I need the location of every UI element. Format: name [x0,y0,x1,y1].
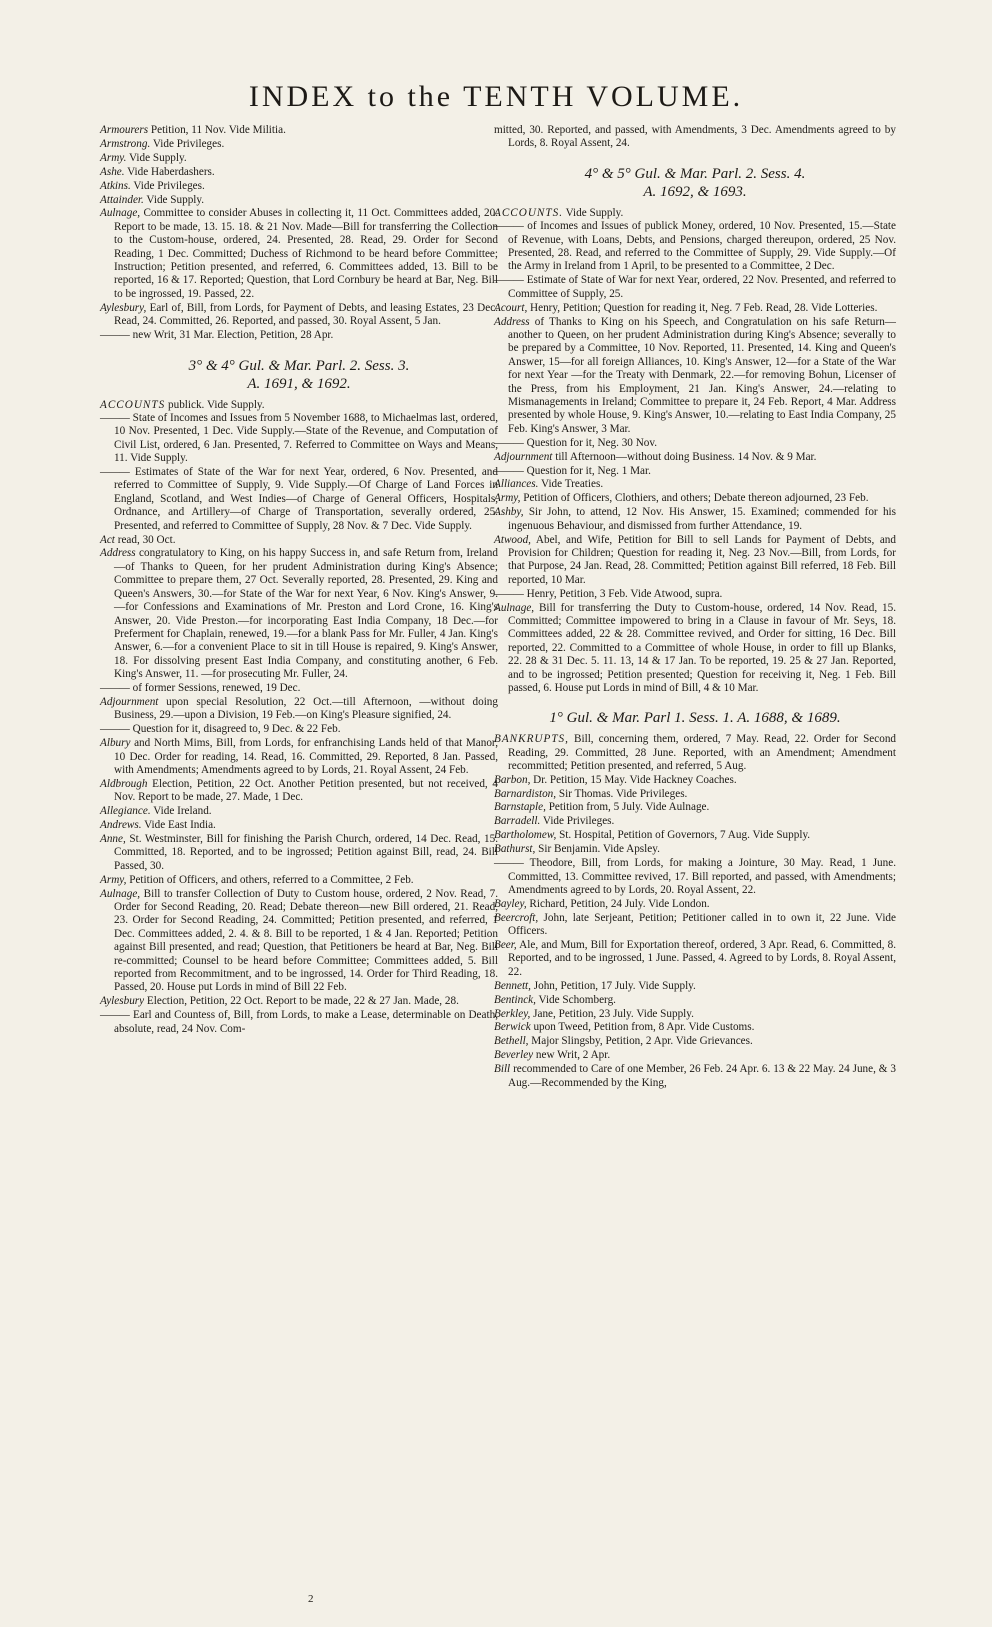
index-entry [494,1063,896,1090]
entry-text: Estimates of State of the War for next Year, ordered, 6 Nov. Presented, and referred to Committee of Supply, 9. Vide Supply.—Of Charge of Land Forces in England, Scotland, and West Indies—of Charge of General Officers, Hospitals, Ordnance, and Artillery—of Charge of Transportation, severally ordered, 25. Presented, and referred to Committee of Supply, 28 Nov. & 7 Dec. Vide Supply. [114,466,498,532]
entry-text: Vide Haberdashers. [124,165,215,178]
entry-text: Sir Thomas. Vide Privileges. [556,787,688,800]
section-1-cap-text: publick. Vide Supply. [168,398,265,411]
entry-head: Andrews. [100,819,142,832]
index-entry [100,329,498,342]
entry-head: Army, [494,492,521,505]
index-entry [494,465,896,478]
index-entry [494,788,896,801]
entry-text: Vide Privileges. [130,179,205,192]
index-entry [100,180,498,193]
entry-text: St. Westminster, Bill for finishing the Parish Church, ordered, 14 Dec. Read, 15. Committed, 18. Reported, and to be ingrossed; Petition against Bill, read, 24. Bill Passed, 30. [114,833,498,872]
page-number: 2 [308,1593,314,1605]
index-entry [100,194,498,207]
index-entry [494,602,896,696]
entry-text: Vide Supply. [143,193,205,206]
entry-head: Beercroft, [494,911,539,924]
index-entry [494,437,896,450]
entry-head: ——— [494,274,524,287]
index-entry [494,220,896,274]
index-entry [100,805,498,818]
index-entry [100,124,498,137]
index-entry [494,898,896,911]
index-entry [100,995,498,1008]
index-entry [494,815,896,828]
entry-head: Address [100,547,136,560]
section-2-cap-word: ACCOUNTS. [494,206,563,219]
entry-head: Aulnage, [494,601,535,614]
entries-d [494,774,896,1090]
entry-text: Bill to transfer Collection of Duty to Custom house, ordered, 2 Nov. Read, 7. Order for Second Reading, 20. Read; Debate thereon—new Bill ordered, 21. Read, 23. Order for Second Reading, 24. Committed; Petition presented, and referred, 1 Dec. Committees added, 2. 4. & 8. Bill to be reported, 1 & 4 Jan. Reported; Petition against Bill presented, and read; Question, that Petitioners be heard at Bar, Neg. Bill re-committed; Counsel to be heard before Committee; Committees added, 5. Bill reported from Recommitment, and to be ingrossed, 14. Order for Third Reading, 18. Passed, 20. House put Lords in mind of Bill 22 Feb. [114,887,498,994]
entry-head: Adjournment [494,450,553,463]
entry-head: Act [100,533,115,546]
entry-text: Earl and Countess of, Bill, from Lords, to make a Lease, determinable on Death, absolute, read, 24 Nov. Com- [114,1009,498,1035]
entry-text: Committee to consider Abuses in collecting it, 11 Oct. Committees added, 20. Report to be made, 13. 15. 18. & 21 Nov. Made—Bill for transferring the Collection to the Custom-house, ordered, 24. Presented, 28. Read, 29. Order for Second Reading, 1 Dec. Committed; Duchess of Richmond to be heard before Committee; Instruction; Petition presented, and referred, 6. Committees added, 13. Bill to be reported, 16 & 17. Reported; Question, that Lord Cornbury be heard at Bar, Neg. Bill to be ingrossed, 19. Passed, 22. [114,207,498,300]
entry-head: ——— [494,587,524,600]
page-title: INDEX to the TENTH VOLUME. [248,80,744,113]
right-column [494,124,896,1091]
entry-head: Bayley, [494,897,527,910]
section-3-head: 1° Gul. & Mar. Parl 1. Sess. 1. A. 1688, & 1689. [549,710,841,727]
entry-text: Vide Ireland. [150,805,212,818]
entry-head: Alliances. [494,478,539,491]
entry-text: Estimate of State of War for next Year, ordered, 22 Nov. Presented, and referred to Committee of Supply, 25. [508,274,896,300]
index-entry [100,737,498,777]
index-entry [494,843,896,856]
index-entry [494,912,896,939]
entry-text: John, Petition, 17 July. Vide Supply. [530,979,696,992]
entry-text: congratulatory to King, on his happy Success in, and safe Return from, Ireland—of Thanks to Queen, for her prudent Administration during King's Absence; Committee to prepare them, 27 Oct. Severally reported, 28. Presented, 29. King and Queen's Answers, 30.—for State of the War for next Year, 6 Nov. King's Answer, 9.—for Confessions and Examinations of Mr. Preston and Lord Crone, 16. King's Answer, 20. Vide Preston.—for incorporating East India Company, 18 Dec.—for Preferment for Chaplain, renewed, 19.—for a blank Pass for Mr. Fuller, 4 Jan. King's Answer, 6.—for a convenient Place to sit in till House is repaired, 9. King's Answer, 18. For dissolving present East India Company, and constituting another, 6 Feb. King's Answer, 11. —for prosecuting Mr. Fuller, 24. [114,547,498,681]
entry-head: Aylesbury [100,995,145,1008]
entry-text: Dr. Petition, 15 May. Vide Hackney Coaches. [530,773,737,786]
entry-text: Election, Petition, 22 Oct. Another Petition presented, but not received, 4 Nov. Report to be made, 27. Made, 1 Dec. [114,777,498,804]
entry-head: Aylesbury, [100,301,147,314]
index-entry [100,152,498,165]
entry-text: Vide Privileges. [150,137,225,150]
entry-head: Beverley [494,1049,534,1062]
section-2-cap-entry [494,207,896,220]
entry-head: ——— [494,464,524,477]
entry-head: ——— [494,857,524,870]
entry-head: Bathurst, [494,843,536,856]
section-3-cap-text: Bill, concerning them, ordered, 7 May. Read, 22. Order for Second Reading, 29. Committed, 28 June. Reported, with an Amendment; Amendment recommitted; Petition presented, and referred, 5 Aug. [508,733,897,773]
index-entry [494,316,896,437]
entry-head: Atkins. [100,179,131,192]
entry-text: Vide Schomberg. [535,993,616,1006]
entry-head: Address [494,315,530,328]
entry-head: Army. [100,151,127,164]
index-entry [494,1021,896,1034]
index-entry [494,478,896,491]
index-entry [494,857,896,897]
entry-head: Aulnage, [100,207,141,220]
entry-text: Question for it, disagreed to, 9 Dec. & 22 Feb. [129,723,341,736]
section-2-year: A. 1692, & 1693. [643,183,747,200]
entry-head: ——— [100,723,130,736]
entry-text: Sir Benjamin. Vide Apsley. [535,843,660,856]
entry-head: Bill [494,1063,511,1076]
index-entry [494,980,896,993]
index-entry [494,588,896,601]
entry-text: upon Tweed, Petition from, 8 Apr. Vide Customs. [530,1021,755,1034]
entry-head: Aldbrough [100,777,148,790]
entry-text: Ale, and Mum, Bill for Exportation thereof, ordered, 3 Apr. Read, 6. Committed, 8. Reported, and to be ingrossed, 1 June. Passed, 4. Agreed to by Lords, 8. Royal Assent, 22. [508,939,896,978]
entry-head: Barnardiston, [494,787,557,800]
entry-text: State of Incomes and Issues from 5 November 1688, to Michaelmas last, ordered, 10 Nov. Presented, 1 Dec. Vide Supply.—State of the Revenue, and Computation of Civil List, ordered, 6 Jan. Presented, 7. Referred to Committee on Ways and Means, 11. Vide Supply. [114,411,498,465]
entry-text: Major Slingsby, Petition, 2 Apr. Vide Grievances. [528,1035,753,1048]
entry-text: and North Mims, Bill, from Lords, for enfranchising Lands held of that Manor, 10 Dec. Order for reading, 14. Read, 16. Committed, 29. Reported, 8 Jan. Passed, with Amendments; Amendments agreed to by Lords, 21. Royal Assent, 24 Feb. [114,737,498,776]
entry-text: Petition from, 5 July. Vide Aulnage. [545,801,710,814]
entry-text: Theodore, Bill, from Lords, for making a Jointure, 30 May. Read, 1 June. Committed, 13. Committee revived, 17. Bill reported, and passed, with Amendments; Amendments agreed to by Lords, 20. Royal Assent, 22. [508,857,896,896]
index-entry [100,412,498,466]
entry-text: Petition, 11 Nov. Vide Militia. [148,124,286,136]
entry-head: Armourers [100,124,149,136]
entry-head: Barradell. [494,815,541,828]
entry-head: Ashe. [100,165,125,178]
section-3-cap-entry [494,733,896,773]
section-3-cap-word: BANKRUPTS, [494,733,569,746]
index-entry [100,874,498,887]
entry-text: till Afternoon—without doing Business. 14 Nov. & 9 Mar. [552,450,817,463]
entry-text: Jane, Petition, 23 July. Vide Supply. [530,1007,694,1020]
left-column [100,124,498,1037]
entry-text: read, 30 Oct. [114,533,176,546]
entry-text: of former Sessions, renewed, 19 Dec. [129,682,301,695]
entry-text: Vide Privileges. [540,815,615,828]
index-entry [494,506,896,533]
entry-text: Earl of, Bill, from Lords, for Payment of Debts, and leasing Estates, 23 Dec. Read, 24. Committed, 26. Reported, and passed, 30. Royal Assent, 5 Jan. [114,301,498,328]
entry-text: Petition of Officers, Clothiers, and others; Debate thereon adjourned, 23 Feb. [520,492,869,505]
entry-head: Atwood, [494,533,531,546]
section-1-year: A. 1691, & 1692. [247,375,351,392]
entry-text: John, late Serjeant, Petition; Petitioner called in to own it, 22 June. Vide Officers. [508,911,896,938]
entry-head: Armstrong. [100,137,151,150]
index-entry [100,1009,498,1036]
index-entry [494,829,896,842]
entry-head: Allegiance. [100,805,151,818]
entry-text: Question for it, Neg. 1 Mar. [523,464,651,477]
entry-text: of Incomes and Issues of publick Money, ordered, 10 Nov. Presented, 15.—State of Revenue, with Loans, Debts, and Pensions, charged thereupon, ordered, 25 Nov. Presented, 28. Read, and referred to the Committee of Supply, 29. Vide Supply.—Of the Army in Ireland from 1 April, to be presented to a Committee, 2 Dec. [508,220,896,273]
index-entry [100,888,498,995]
index-entry [494,492,896,505]
entry-text: of Thanks to King on his Speech, and Congratulation on his safe Return—another to Queen, on her prudent Administration during King's Absence; severally to be prepared by a Committee, 10 Nov. Reported, 11. Presented, 14. King and Queen's Answer, 15—for all foreign Alliances, 10. King's Answer, 12—for a State of the War for next Year —for the Treaty with Denmark, 22.—for removing Bohun, Licenser of the Press, from his Employment, 21 Jan. King's Answer, 24.—relating to Mismanagements in Ireland; Committee to prepare it, 24 Feb. Report, 4 Mar. Address presented by whole House, 9. King's Answer, 10.—relating to East India Company, 25 Feb. King's Answer, 3 Mar. [508,315,896,435]
entry-head: Adjournment [100,695,159,708]
entry-head: ——— [100,682,130,695]
index-entry [100,547,498,681]
index-entry [100,833,498,873]
entry-head: Bennett, [494,979,531,992]
index-entry [494,801,896,814]
index-entry [100,723,498,736]
index-entry [494,302,896,315]
entries-b [100,412,498,1036]
entry-text: Sir John, to attend, 12 Nov. His Answer, 15. Examined; commended for his ingenuous Behaviour, and dismissed from further Attendance, 19. [508,506,896,532]
entry-text: recommended to Care of one Member, 26 Feb. 24 Apr. 6. 13 & 22 May. 24 June, & 3 Aug.—Recommended by the King, [508,1063,896,1089]
entry-head: Barnstaple, [494,801,546,814]
right-continuation: mitted, 30. Reported, and passed, with Amendments, 3 Dec. Amendments agreed to by Lords, 8. Royal Assent, 24. [494,124,896,150]
entry-text: Vide Treaties. [538,478,604,491]
entry-head: ——— [100,466,130,479]
entry-head: Army, [100,873,127,886]
section-2-head: 4° & 5° Gul. & Mar. Parl. 2. Sess. 4. [584,165,806,182]
entry-text: St. Hospital, Petition of Governors, 7 Aug. Vide Supply. [556,829,811,842]
entry-head: ——— [494,436,524,449]
index-entry [494,274,896,301]
index-entry [100,302,498,329]
entry-text: Vide Supply. [126,151,187,164]
entry-text: new Writ, 2 Apr. [533,1049,611,1062]
entry-text: Henry, Petition; Question for reading it, Neg. 7 Feb. Read, 28. Vide Lotteries. [527,301,878,314]
entry-head: Bentinck, [494,993,536,1006]
entry-head: Ashby, [494,506,524,519]
index-entry [494,534,896,588]
entry-head: ——— [100,329,130,342]
index-entry [100,682,498,695]
entry-text: Abel, and Wife, Petition for Bill to sell Lands for Payment of Debts, and Provision for Children; Question for reading it, Neg. 23 Nov.—Bill, from Lords, for that Purpose, 24 Jan. Read, 28. Committed; Petition against Bill referred, 18 Feb. Bill reported, 10 Mar. [508,533,896,586]
index-entry [100,534,498,547]
entries-c [494,220,896,695]
entry-text: Vide East India. [141,819,216,832]
entry-head: Berkley, [494,1007,531,1020]
section-1-head: 3° & 4° Gul. & Mar. Parl. 2. Sess. 3. [188,357,410,374]
entry-head: ——— [100,411,130,424]
entry-text: Richard, Petition, 24 July. Vide London. [526,897,710,910]
entry-head: Barbon, [494,773,531,786]
entry-head: ——— [494,220,524,233]
index-entry [494,1008,896,1021]
entry-head: Attainder. [100,193,144,206]
entries-a [100,124,498,343]
entry-head: Acourt, [494,301,528,314]
index-entry [494,939,896,979]
entry-head: Anne, [100,833,126,845]
entry-text: Question for it, Neg. 30 Nov. [523,436,658,449]
entry-head: Aulnage, [100,887,141,900]
index-entry [100,166,498,179]
section-2-cap-text: Vide Supply. [565,206,624,219]
index-entry [494,994,896,1007]
index-entry [100,138,498,151]
index-entry [494,1035,896,1048]
index-entry [100,466,498,533]
entry-text: upon special Resolution, 22 Oct.—till Afternoon, —without doing Business, 29.—upon a Division, 19 Feb.—on King's Pleasure signified, 24. [114,695,498,722]
section-1-cap-word: ACCOUNTS [100,398,166,411]
index-entry [494,1049,896,1062]
index-entry [494,451,896,464]
entry-head: Bartholomew, [494,829,557,842]
entry-head: Albury [100,737,131,750]
index-entry [100,696,498,723]
entry-text: Petition of Officers, and others, referred to a Committee, 2 Feb. [126,873,414,886]
index-entry [100,819,498,832]
index-entry [100,207,498,301]
entry-head: Beer, [494,939,517,952]
entry-head: Bethell, [494,1035,529,1048]
entry-head: ——— [100,1009,130,1022]
index-entry [494,774,896,787]
entry-text: Election, Petition, 22 Oct. Report to be made, 22 & 27 Jan. Made, 28. [144,995,459,1008]
index-entry [100,778,498,805]
section-1-cap-entry [100,399,498,412]
entry-head: Berwick [494,1021,531,1034]
entry-text: new Writ, 31 Mar. Election, Petition, 28 Apr. [129,329,334,342]
entry-text: Henry, Petition, 3 Feb. Vide Atwood, supra. [523,587,723,600]
entry-text: Bill for transferring the Duty to Custom-house, ordered, 14 Nov. Read, 15. Committed; Committee impowered to bring in a Clause in favour of Mr. Seys, 18. Committees added, 22 & 28. Committee revived, and Order for sitting, 16 Dec. Bill reported, 22. Committed to a Committee of whole House, in order to fill up Blanks, 22. 28 & 31 Dec. 5. 11. 13, 14 & 17 Jan. To be reported, 19. 25 & 27 Jan. Reported, and to be ingrossed; Petition presented; Question for receiving it, Neg. 1 Feb. Bill passed, 6. House put Lords in mind of Bill, 4 & 10 Mar. [508,601,896,695]
